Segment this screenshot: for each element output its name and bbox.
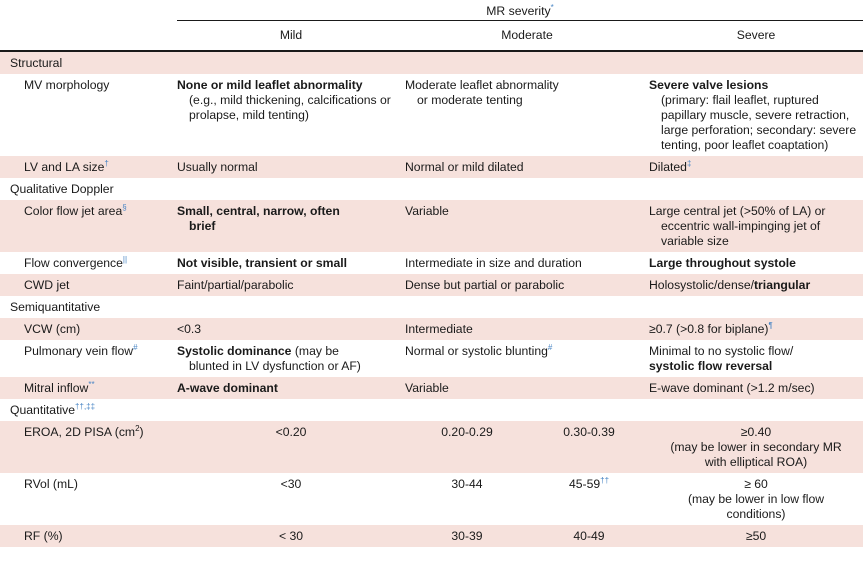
row-mitral-inflow bbox=[0, 377, 863, 399]
row-label bbox=[0, 200, 177, 252]
cell-moderate-b bbox=[529, 473, 649, 525]
cell-severe-bold: Severe valve lesions bbox=[649, 78, 769, 92]
section-label: Semiquantitative bbox=[10, 300, 101, 314]
cell-mild: Usually normal bbox=[177, 156, 405, 178]
row-label: MV morphology bbox=[24, 78, 110, 92]
section-label: Structural bbox=[0, 51, 863, 74]
header-group-row bbox=[0, 0, 863, 21]
row-vcw bbox=[0, 318, 863, 340]
header-moderate: Moderate bbox=[405, 21, 649, 52]
footnote-marker: # bbox=[547, 342, 553, 352]
footnote-marker: ‡ bbox=[686, 158, 692, 168]
cell-mild-bold: None or mild leaflet abnormality bbox=[177, 78, 363, 92]
section-qualitative bbox=[0, 178, 863, 200]
unit-superscript: 2 bbox=[135, 423, 140, 433]
header-columns-row bbox=[0, 21, 863, 52]
cell-moderate: Intermediate bbox=[405, 318, 649, 340]
row-mv-morphology bbox=[0, 74, 863, 156]
cell-mild-detail: (e.g., mild thickening, calcifications or prolapse, mild tenting) bbox=[189, 93, 391, 122]
section-label: Qualitative Doppler bbox=[10, 182, 114, 196]
row-label-end: ) bbox=[139, 425, 144, 439]
cell-severe-line1: Large central jet (>50% of LA) or bbox=[649, 204, 826, 218]
row-label bbox=[0, 421, 177, 473]
cell-mild-bold: Systolic dominance bbox=[177, 344, 292, 358]
header-empty-cell bbox=[0, 0, 177, 21]
cell-moderate-b-text: 45-59 bbox=[568, 477, 601, 491]
header-mild: Mild bbox=[177, 21, 405, 52]
footnote-marker: # bbox=[133, 342, 138, 352]
cell-mild: <30 bbox=[280, 477, 302, 491]
row-eroa bbox=[0, 421, 863, 473]
row-label-text: Mitral inflow bbox=[24, 381, 89, 395]
row-label bbox=[0, 377, 177, 399]
row-color-flow bbox=[0, 200, 863, 252]
section-label bbox=[0, 399, 863, 421]
cell-severe-text: ≥0.7 (>0.8 for biplane) bbox=[649, 322, 769, 336]
cell-severe-detail: eccentric wall-impinging jet of variable size bbox=[661, 219, 821, 248]
footnote-marker: ††,‡‡ bbox=[75, 401, 96, 411]
row-rvol bbox=[0, 473, 863, 525]
row-label bbox=[0, 156, 177, 178]
cell-moderate: Dense but partial or parabolic bbox=[405, 274, 649, 296]
cell-moderate: Normal or mild dilated bbox=[405, 156, 649, 178]
cell-severe-line3: with elliptical ROA) bbox=[704, 455, 808, 469]
cell-severe bbox=[649, 74, 863, 156]
cell-moderate-a: 30-39 bbox=[405, 525, 529, 547]
cell-mild: <0.20 bbox=[177, 421, 405, 473]
row-label bbox=[0, 252, 177, 274]
row-cwd-jet bbox=[0, 274, 863, 296]
cell-severe-line2: (may be lower in low flow bbox=[687, 492, 825, 506]
header-blank bbox=[0, 21, 177, 52]
row-rf bbox=[0, 525, 863, 547]
cell-moderate: Variable bbox=[405, 377, 649, 399]
cell-severe bbox=[649, 318, 863, 340]
cell-moderate-b: 40-49 bbox=[529, 525, 649, 547]
footnote-marker: † bbox=[104, 158, 109, 168]
cell-severe-detail: (primary: flail leaflet, ruptured papillary muscle, severe retraction, large perforation; secondary: severe tenting, poor leaflet coaptation) bbox=[661, 93, 857, 152]
cell-severe: ≥50 bbox=[649, 525, 863, 547]
row-label-text: Color flow jet area bbox=[24, 204, 123, 218]
row-flow-convergence bbox=[0, 252, 863, 274]
cell-moderate-line1: Moderate leaflet abnormality bbox=[405, 78, 559, 92]
cell-moderate-text: Normal or systolic blunting bbox=[405, 344, 548, 358]
cell-mild bbox=[177, 340, 405, 377]
cell-severe-text: Dilated bbox=[649, 160, 687, 174]
cell-severe bbox=[649, 340, 863, 377]
cell-severe-line2: (may be lower in secondary MR bbox=[670, 440, 842, 454]
header-mr-severity bbox=[177, 0, 863, 21]
cell-moderate-b: 0.30-0.39 bbox=[529, 421, 649, 473]
footnote-marker: || bbox=[122, 254, 128, 264]
row-label-text: EROA, 2D PISA (cm bbox=[24, 425, 136, 439]
cell-severe-bold: triangular bbox=[754, 278, 811, 292]
cell-severe-line1: Minimal to no systolic flow/ bbox=[649, 344, 794, 358]
footnote-marker: ** bbox=[88, 379, 95, 389]
row-label: CWD jet bbox=[0, 274, 177, 296]
cell-moderate: Variable bbox=[405, 200, 649, 252]
footnote-marker: § bbox=[122, 202, 127, 212]
cell-moderate-a: 30-44 bbox=[451, 477, 483, 491]
row-label-text: Pulmonary vein flow bbox=[24, 344, 134, 358]
row-pulmonary-vein bbox=[0, 340, 863, 377]
row-lv-la-size bbox=[0, 156, 863, 178]
cell-severe bbox=[649, 274, 863, 296]
cell-moderate bbox=[405, 74, 649, 156]
cell-severe bbox=[649, 200, 863, 252]
cell-moderate bbox=[405, 340, 649, 377]
cell-mild: < 30 bbox=[177, 525, 405, 547]
footnote-marker: * bbox=[550, 2, 554, 12]
cell-severe bbox=[649, 473, 863, 525]
footnote-marker: ¶ bbox=[768, 320, 773, 330]
cell-mild: Not visible, transient or small bbox=[177, 256, 347, 270]
cell-mild-text: (may be bbox=[291, 344, 339, 358]
cell-moderate-a: 0.20-0.29 bbox=[405, 421, 529, 473]
row-label: RVol (mL) bbox=[24, 477, 78, 491]
section-quantitative bbox=[0, 399, 863, 421]
section-structural bbox=[0, 51, 863, 74]
cell-severe-line2: systolic flow reversal bbox=[649, 359, 773, 373]
footnote-marker: †† bbox=[600, 475, 610, 485]
row-label bbox=[0, 340, 177, 377]
cell-mild: <0.3 bbox=[177, 318, 405, 340]
cell-mild: A-wave dominant bbox=[177, 377, 405, 399]
header-mr-severity-text: MR severity bbox=[486, 4, 551, 18]
cell-mild: Faint/partial/parabolic bbox=[177, 274, 405, 296]
cell-moderate-line2: or moderate tenting bbox=[417, 93, 523, 107]
cell-mild bbox=[177, 200, 405, 252]
cell-severe bbox=[649, 421, 863, 473]
header-severe: Severe bbox=[649, 21, 863, 52]
row-label: VCW (cm) bbox=[0, 318, 177, 340]
row-label: RF (%) bbox=[0, 525, 177, 547]
cell-severe: Large throughout systole bbox=[649, 256, 796, 270]
cell-severe bbox=[649, 156, 863, 178]
cell-mild-line2: brief bbox=[189, 219, 216, 233]
row-label-text: Flow convergence bbox=[24, 256, 123, 270]
cell-severe: E-wave dominant (>1.2 m/sec) bbox=[649, 377, 863, 399]
row-label-text: LV and LA size bbox=[24, 160, 105, 174]
cell-severe-line1: ≥ 60 bbox=[744, 477, 768, 491]
cell-severe-line1: ≥0.40 bbox=[740, 425, 772, 439]
section-semiquantitative bbox=[0, 296, 863, 318]
cell-moderate: Intermediate in size and duration bbox=[405, 256, 582, 270]
cell-mild bbox=[177, 74, 405, 156]
cell-mild-line2: blunted in LV dysfunction or AF) bbox=[189, 359, 361, 373]
cell-severe-text: Holosystolic/dense/ bbox=[649, 278, 754, 292]
cell-mild-line1: Small, central, narrow, often bbox=[177, 204, 340, 218]
section-label-text: Quantitative bbox=[10, 403, 76, 417]
cell-severe-line3: conditions) bbox=[726, 507, 786, 521]
